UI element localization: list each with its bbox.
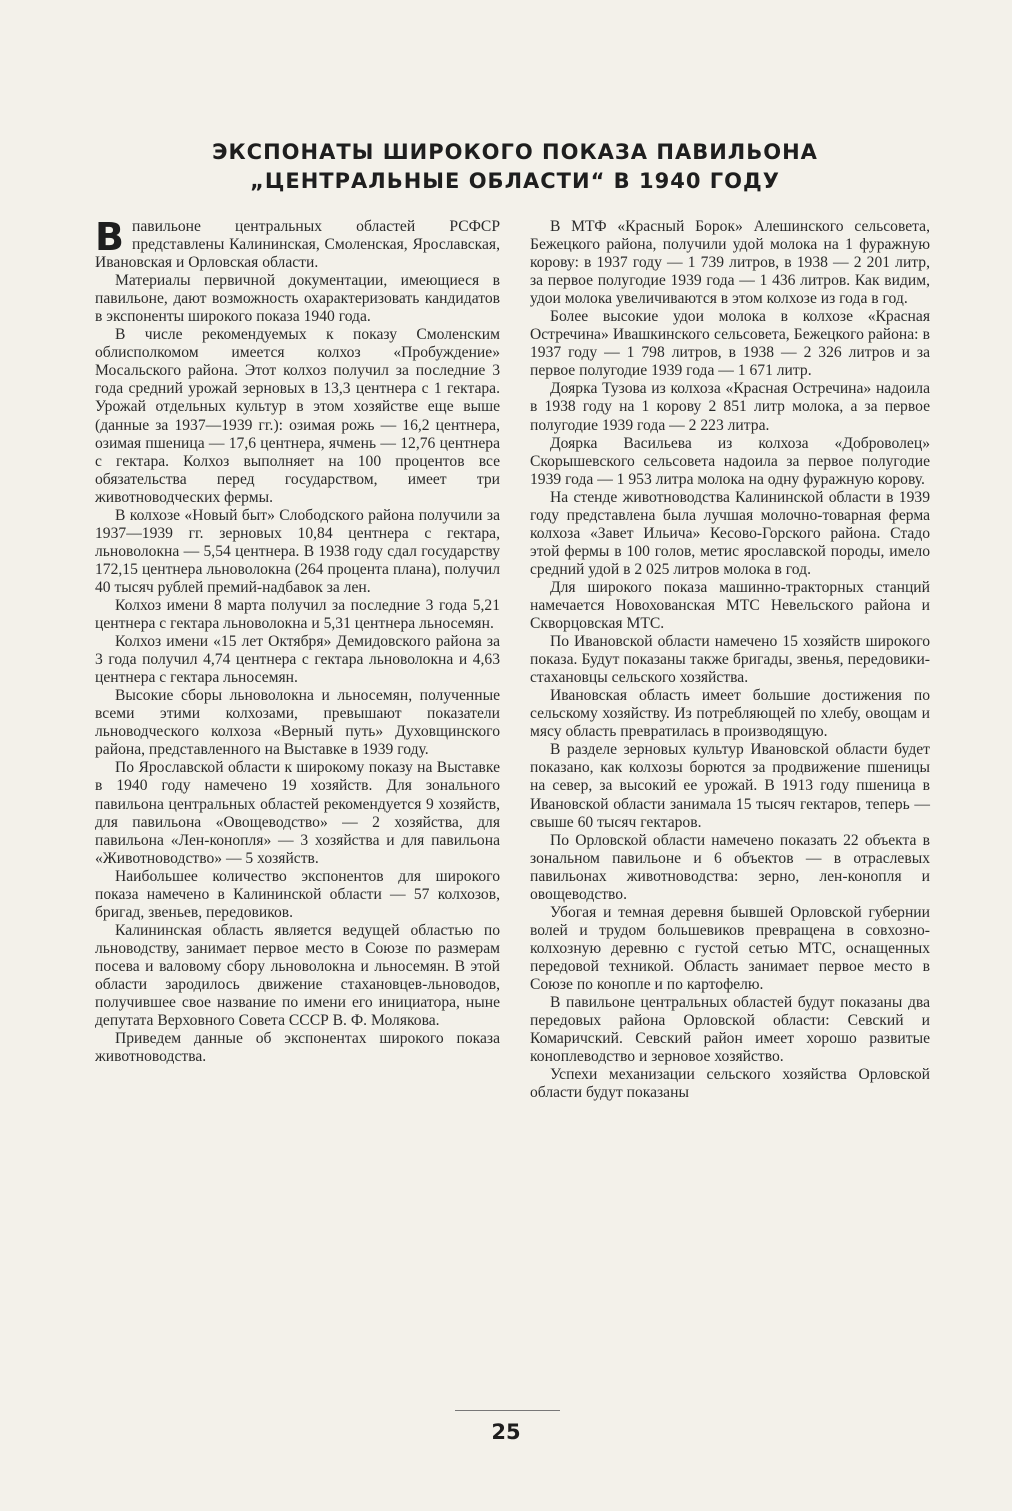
- paragraph: Приведем данные об экспонентах широкого показа животноводства.: [95, 1030, 500, 1066]
- paragraph: Калининская область является ведущей областью по льноводству, занимает первое место в Союзе по размерам посева и валовому сбору льноволокна и льносемян. В этой области зародилось движение стахановцев-льноводов, получившее свое название по имени его инициатора, ныне депутата Верховного Совета СССР В. Ф. Молякова.: [95, 921, 500, 1030]
- footer-divider: [455, 1410, 560, 1411]
- right-column: [530, 218, 930, 1102]
- paragraph: В числе рекомендуемых к показу Смоленским облисполкомом имеется колхоз «Пробуждение» Мосальского района. Этот колхоз получил за последние 3 года средний урожай зерновых в 13,3 центнера с 1 гектара. Урожай отдельных культур в этом хозяйстве еще выше (данные за 1937—1939 гг.): озимая рожь — 16,2 центнера, озимая пшеница — 17,6 центнера, ячмень — 12,76 центнера с гектара. Колхоз выполняет на 100 процентов все обязательства перед государством, имеет три животноводческих фермы.: [95, 326, 500, 506]
- paragraph: Впавильоне центральных областей РСФСР представлены Калининская, Смоленская, Ярославская, Ивановская и Орловская области.: [95, 215, 500, 272]
- paragraph: По Орловской области намечено показать 22 объекта в зональном павильоне и 6 объектов — в отраслевых павильонах животноводства: зерно, лен-конопля и овощеводство.: [530, 831, 930, 903]
- paragraph: Доярка Васильева из колхоза «Доброволец» Скорышевского сельсовета надоила за первое полугодие 1939 года — 1 953 литра молока на одну фуражную корову.: [530, 434, 930, 488]
- paragraph: Доярка Тузова из колхоза «Красная Остречина» надоила в 1938 году на 1 корову 2 851 литр молока, а за первое полугодие 1939 года — 2 223 литра.: [530, 380, 930, 434]
- paragraph: Более высокие удои молока в колхозе «Красная Остречина» Ивашкинского сельсовета, Бежецкого района: в 1937 году — 1 798 литров, в 1938 — 2 326 литров и за первое полугодие 1939 года — 1 671 литр.: [530, 308, 930, 380]
- paragraph: Колхоз имени 8 марта получил за последние 3 года 5,21 центнера с гектара льноволокна и 5,31 центнера льносемян.: [95, 596, 500, 633]
- paragraph: По Ярославской области к широкому показу на Выставке в 1940 году намечено 19 хозяйств. Для зонального павильона центральных областей рекомендуется 9 хозяйств, для павильона «Овощеводство» — 2 хозяйства, для павильона «Лен-конопля» — 3 хозяйства и для павильона «Животноводство» — 5 хозяйств.: [95, 759, 500, 867]
- paragraph: Материалы первичной документации, имеющиеся в павильоне, дают возможность охарактеризовать кандидатов в экспоненты широкого показа 1940 года.: [95, 272, 500, 326]
- paragraph: Ивановская область имеет большие достижения по сельскому хозяйству. Из потребляющей по хлебу, овощам и мясу область превратилась в производящую.: [530, 687, 930, 741]
- paragraph: По Ивановской области намечено 15 хозяйств широкого показа. Будут показаны также бригады, звенья, передовики-стахановцы сельского хозяйства.: [530, 633, 930, 687]
- paragraph: В МТФ «Красный Борок» Алешинского сельсовета, Бежецкого района, получили удой молока на 1 фуражную корову: в 1937 году — 1 739 литров, в 1938 — 2 201 литр, за первое полугодие 1939 года — 1 436 литров. Как видим, удои молока увеличиваются в этом колхозе из года в год.: [530, 218, 930, 308]
- title-line-2: „ЦЕНТРАЛЬНЫЕ ОБЛАСТИ“ В 1940 ГОДУ: [250, 169, 780, 193]
- drop-cap: В: [95, 215, 124, 259]
- paragraph: Успехи механизации сельского хозяйства Орловской области будут показаны: [530, 1066, 930, 1102]
- paragraph: Высокие сборы льноволокна и льносемян, полученные всеми этими колхозами, превышают показатели льноводческого колхоза «Верный путь» Духовщинского района, представленного на Выставке в 1939 году.: [95, 687, 500, 759]
- left-column: [95, 215, 500, 1066]
- article-title: [150, 138, 880, 196]
- paragraph: Наибольшее количество экспонентов для широкого показа намечено в Калининской области — 57 колхозов, бригад, звеньев, передовиков.: [95, 867, 500, 921]
- paragraph: В разделе зерновых культур Ивановской области будет показано, как колхозы борются за продвижение пшеницы на север, за высокий ее урожай. В 1913 году пшеница в Ивановской области занимала 15 тысяч гектаров, теперь — свыше 60 тысяч гектаров.: [530, 741, 930, 831]
- title-line-1: ЭКСПОНАТЫ ШИРОКОГО ПОКАЗА ПАВИЛЬОНА: [212, 140, 818, 164]
- paragraph: Для широкого показа машинно-тракторных станций намечается Новохованская МТС Невельского района и Скворцовская МТС.: [530, 578, 930, 633]
- paragraph: В павильоне центральных областей будут показаны два передовых района Орловской области: Севский и Комаричский. Севский район имеет хорошо развитые коноплеводство и зерновое хозяйство.: [530, 994, 930, 1066]
- paragraph: Убогая и темная деревня бывшей Орловской губернии волей и трудом большевиков превращена в совхозно-колхозную деревню с густой сетью МТС, оснащенных передовой техникой. Область занимает первое место в Союзе по конопле и по картофелю.: [530, 903, 930, 993]
- page-number: 25: [491, 1420, 521, 1444]
- paragraph: На стенде животноводства Калининской области в 1939 году представлена была лучшая молочно-товарная ферма колхоза «Завет Ильича» Кесово-Горского района. Стадо этой фермы в 100 голов, метис ярославской породы, имело средний удой в 2 025 литров молока в год.: [530, 488, 930, 578]
- paragraph: Колхоз имени «15 лет Октября» Демидовского района за 3 года получил 4,74 центнера с гектара льноволокна и 4,63 центнера с гектара льносемян.: [95, 633, 500, 687]
- paragraph: В колхозе «Новый быт» Слободского района получили за 1937—1939 гг. зерновых 10,84 центнера с гектара, льноволокна — 5,54 центнера. В 1938 году сдал государству 172,15 центнера льноволокна (264 процента плана), получил 40 тысяч рублей премий-надбавок за лен.: [95, 506, 500, 596]
